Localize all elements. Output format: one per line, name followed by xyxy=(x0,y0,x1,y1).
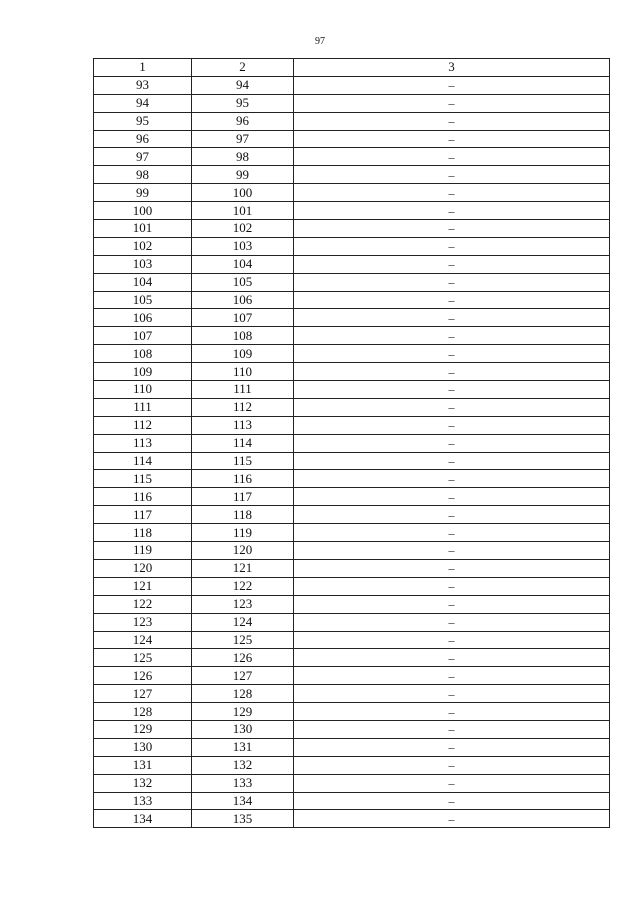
table-cell-col-1: 103 xyxy=(94,255,192,273)
table-row xyxy=(94,667,610,685)
table-cell-col-1: 107 xyxy=(94,327,192,345)
table-cell-col-1: 94 xyxy=(94,94,192,112)
table-row xyxy=(94,255,610,273)
table-row xyxy=(94,524,610,542)
table-cell-col-3: – xyxy=(294,613,610,631)
table-cell-col-2: 101 xyxy=(192,202,294,220)
table-cell-col-1: 123 xyxy=(94,613,192,631)
column-header-2: 2 xyxy=(192,59,294,77)
table-row xyxy=(94,595,610,613)
table-cell-col-3: – xyxy=(294,309,610,327)
table-cell-col-3: – xyxy=(294,595,610,613)
table-cell-col-1: 95 xyxy=(94,112,192,130)
table-row xyxy=(94,76,610,94)
table-cell-col-3: – xyxy=(294,720,610,738)
table-cell-col-3: – xyxy=(294,810,610,828)
table-cell-col-3: – xyxy=(294,202,610,220)
table-row xyxy=(94,542,610,560)
table-row xyxy=(94,703,610,721)
table-cell-col-2: 103 xyxy=(192,237,294,255)
table-row xyxy=(94,220,610,238)
table-cell-col-3: – xyxy=(294,685,610,703)
page-number: 97 xyxy=(315,36,325,47)
table-cell-col-2: 95 xyxy=(192,94,294,112)
table-cell-col-2: 120 xyxy=(192,542,294,560)
table-row xyxy=(94,345,610,363)
table-row xyxy=(94,506,610,524)
table-row xyxy=(94,488,610,506)
table-cell-col-3: – xyxy=(294,470,610,488)
table-cell-col-3: – xyxy=(294,416,610,434)
table-row xyxy=(94,398,610,416)
table-cell-col-3: – xyxy=(294,166,610,184)
table-cell-col-2: 128 xyxy=(192,685,294,703)
table-cell-col-3: – xyxy=(294,220,610,238)
table-cell-col-1: 120 xyxy=(94,559,192,577)
table-cell-col-3: – xyxy=(294,434,610,452)
table-cell-col-3: – xyxy=(294,738,610,756)
table-row xyxy=(94,327,610,345)
table-cell-col-3: – xyxy=(294,703,610,721)
table-cell-col-2: 105 xyxy=(192,273,294,291)
table-row xyxy=(94,237,610,255)
table-cell-col-1: 110 xyxy=(94,381,192,399)
table-cell-col-2: 127 xyxy=(192,667,294,685)
table-cell-col-3: – xyxy=(294,559,610,577)
table-cell-col-1: 132 xyxy=(94,774,192,792)
table-cell-col-2: 109 xyxy=(192,345,294,363)
table-cell-col-1: 129 xyxy=(94,720,192,738)
table-cell-col-3: – xyxy=(294,452,610,470)
table-cell-col-2: 130 xyxy=(192,720,294,738)
table-cell-col-2: 134 xyxy=(192,792,294,810)
table-header xyxy=(94,59,610,77)
table-row xyxy=(94,452,610,470)
table-cell-col-1: 106 xyxy=(94,309,192,327)
table-cell-col-1: 115 xyxy=(94,470,192,488)
table-cell-col-2: 132 xyxy=(192,756,294,774)
table-body xyxy=(94,76,610,827)
table-cell-col-3: – xyxy=(294,524,610,542)
table-row xyxy=(94,738,610,756)
table-cell-col-1: 117 xyxy=(94,506,192,524)
table-cell-col-1: 112 xyxy=(94,416,192,434)
table-cell-col-2: 100 xyxy=(192,184,294,202)
table-cell-col-2: 113 xyxy=(192,416,294,434)
table-cell-col-2: 135 xyxy=(192,810,294,828)
table-cell-col-2: 98 xyxy=(192,148,294,166)
table-row xyxy=(94,112,610,130)
table-row xyxy=(94,631,610,649)
table-cell-col-1: 101 xyxy=(94,220,192,238)
table-cell-col-2: 97 xyxy=(192,130,294,148)
table-cell-col-2: 121 xyxy=(192,559,294,577)
table-row xyxy=(94,756,610,774)
table-cell-col-3: – xyxy=(294,542,610,560)
table-row xyxy=(94,381,610,399)
table-cell-col-2: 125 xyxy=(192,631,294,649)
table-cell-col-1: 99 xyxy=(94,184,192,202)
table-cell-col-2: 122 xyxy=(192,577,294,595)
table-row xyxy=(94,470,610,488)
table-cell-col-1: 128 xyxy=(94,703,192,721)
table-cell-col-1: 108 xyxy=(94,345,192,363)
table-cell-col-1: 121 xyxy=(94,577,192,595)
table-cell-col-3: – xyxy=(294,112,610,130)
table-row xyxy=(94,130,610,148)
table-cell-col-2: 116 xyxy=(192,470,294,488)
table-cell-col-1: 111 xyxy=(94,398,192,416)
table-cell-col-1: 96 xyxy=(94,130,192,148)
table-cell-col-3: – xyxy=(294,363,610,381)
table-cell-col-3: – xyxy=(294,631,610,649)
table-row xyxy=(94,202,610,220)
table-cell-col-2: 104 xyxy=(192,255,294,273)
table-row xyxy=(94,363,610,381)
table-cell-col-1: 114 xyxy=(94,452,192,470)
table-cell-col-2: 108 xyxy=(192,327,294,345)
table-cell-col-3: – xyxy=(294,255,610,273)
table-cell-col-1: 116 xyxy=(94,488,192,506)
table-row xyxy=(94,273,610,291)
table-cell-col-1: 98 xyxy=(94,166,192,184)
table-cell-col-1: 104 xyxy=(94,273,192,291)
table-row xyxy=(94,184,610,202)
table-cell-col-3: – xyxy=(294,130,610,148)
table-cell-col-1: 131 xyxy=(94,756,192,774)
table-cell-col-3: – xyxy=(294,506,610,524)
table-row xyxy=(94,559,610,577)
table-row xyxy=(94,309,610,327)
table-cell-col-2: 118 xyxy=(192,506,294,524)
table-cell-col-3: – xyxy=(294,291,610,309)
table-cell-col-3: – xyxy=(294,488,610,506)
table-cell-col-1: 102 xyxy=(94,237,192,255)
table-cell-col-2: 111 xyxy=(192,381,294,399)
table-cell-col-1: 130 xyxy=(94,738,192,756)
table-cell-col-3: – xyxy=(294,184,610,202)
table-cell-col-3: – xyxy=(294,381,610,399)
table-row xyxy=(94,774,610,792)
table-row xyxy=(94,792,610,810)
table-cell-col-1: 113 xyxy=(94,434,192,452)
table-cell-col-3: – xyxy=(294,774,610,792)
table-cell-col-3: – xyxy=(294,398,610,416)
table-cell-col-2: 107 xyxy=(192,309,294,327)
table-cell-col-1: 127 xyxy=(94,685,192,703)
table-row xyxy=(94,94,610,112)
table-row xyxy=(94,416,610,434)
table-cell-col-1: 100 xyxy=(94,202,192,220)
table-cell-col-1: 109 xyxy=(94,363,192,381)
data-table xyxy=(93,58,610,828)
table-cell-col-2: 112 xyxy=(192,398,294,416)
table-row xyxy=(94,434,610,452)
table-cell-col-3: – xyxy=(294,273,610,291)
table-cell-col-3: – xyxy=(294,345,610,363)
table-row xyxy=(94,685,610,703)
table-cell-col-3: – xyxy=(294,94,610,112)
table-cell-col-2: 131 xyxy=(192,738,294,756)
table-cell-col-3: – xyxy=(294,667,610,685)
table-cell-col-2: 124 xyxy=(192,613,294,631)
table-cell-col-1: 122 xyxy=(94,595,192,613)
table-row xyxy=(94,148,610,166)
table-cell-col-1: 105 xyxy=(94,291,192,309)
table-cell-col-2: 133 xyxy=(192,774,294,792)
table-cell-col-2: 123 xyxy=(192,595,294,613)
table-cell-col-1: 125 xyxy=(94,649,192,667)
table-cell-col-2: 119 xyxy=(192,524,294,542)
table-cell-col-1: 124 xyxy=(94,631,192,649)
table-cell-col-3: – xyxy=(294,649,610,667)
table-cell-col-1: 119 xyxy=(94,542,192,560)
table-cell-col-3: – xyxy=(294,148,610,166)
table-cell-col-2: 96 xyxy=(192,112,294,130)
table-cell-col-2: 110 xyxy=(192,363,294,381)
table-header-row xyxy=(94,59,610,77)
table-row xyxy=(94,577,610,595)
table-cell-col-2: 117 xyxy=(192,488,294,506)
table-row xyxy=(94,613,610,631)
table-cell-col-2: 129 xyxy=(192,703,294,721)
table-cell-col-1: 97 xyxy=(94,148,192,166)
table-cell-col-1: 126 xyxy=(94,667,192,685)
column-header-3: 3 xyxy=(294,59,610,77)
table-cell-col-3: – xyxy=(294,76,610,94)
table-cell-col-3: – xyxy=(294,577,610,595)
table-cell-col-3: – xyxy=(294,237,610,255)
table-cell-col-3: – xyxy=(294,327,610,345)
table-cell-col-2: 94 xyxy=(192,76,294,94)
table-cell-col-2: 102 xyxy=(192,220,294,238)
table-cell-col-3: – xyxy=(294,756,610,774)
table-cell-col-1: 134 xyxy=(94,810,192,828)
table-row xyxy=(94,649,610,667)
table-cell-col-3: – xyxy=(294,792,610,810)
column-header-1: 1 xyxy=(94,59,192,77)
table-cell-col-1: 93 xyxy=(94,76,192,94)
table-cell-col-1: 133 xyxy=(94,792,192,810)
table-cell-col-2: 115 xyxy=(192,452,294,470)
table-cell-col-2: 99 xyxy=(192,166,294,184)
table-cell-col-2: 126 xyxy=(192,649,294,667)
table-cell-col-1: 118 xyxy=(94,524,192,542)
table-row xyxy=(94,810,610,828)
table-row xyxy=(94,291,610,309)
table-row xyxy=(94,720,610,738)
table-row xyxy=(94,166,610,184)
table-cell-col-2: 106 xyxy=(192,291,294,309)
table-cell-col-2: 114 xyxy=(192,434,294,452)
